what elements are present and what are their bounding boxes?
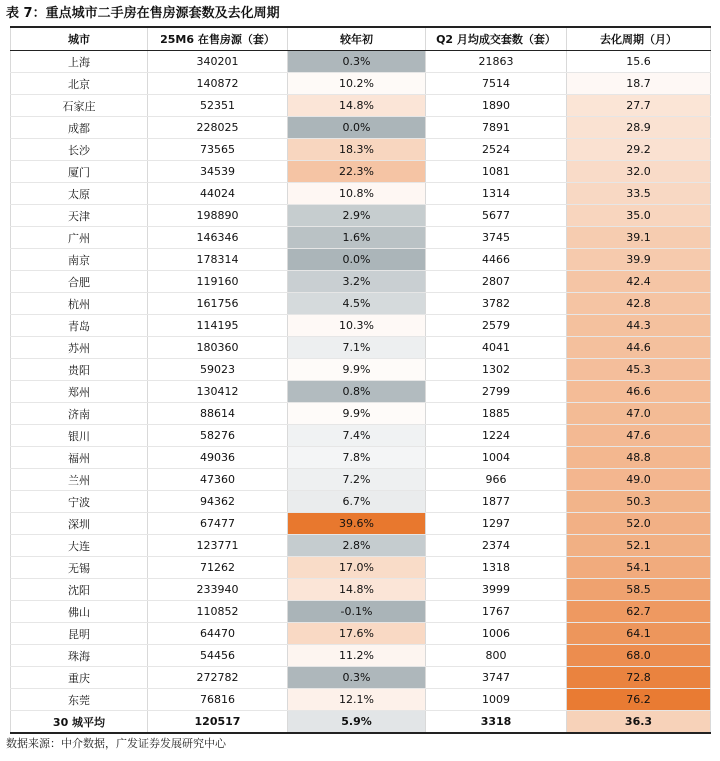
header-city: 城市 [11, 27, 148, 51]
cell-listings: 140872 [148, 73, 288, 95]
cell-city: 大连 [11, 535, 148, 557]
cell-listings: 110852 [148, 601, 288, 623]
table-row [11, 491, 711, 513]
table-row [11, 271, 711, 293]
cell-months: 52.1 [567, 535, 711, 557]
cell-months: 32.0 [567, 161, 711, 183]
cell-listings: 114195 [148, 315, 288, 337]
cell-listings: 340201 [148, 51, 288, 73]
cell-deals: 1009 [426, 689, 567, 711]
cell-deals: 2524 [426, 139, 567, 161]
table-row [11, 73, 711, 95]
cell-deals: 1877 [426, 491, 567, 513]
cell-listings: 119160 [148, 271, 288, 293]
cell-change: 0.3% [288, 51, 426, 73]
cell-change: 12.1% [288, 689, 426, 711]
cell-listings: 228025 [148, 117, 288, 139]
cell-listings: 47360 [148, 469, 288, 491]
table-row [11, 293, 711, 315]
cell-city: 成都 [11, 117, 148, 139]
cell-deals: 3745 [426, 227, 567, 249]
cell-listings: 120517 [148, 711, 288, 734]
cell-change: 2.8% [288, 535, 426, 557]
cell-months: 18.7 [567, 73, 711, 95]
cell-change: 5.9% [288, 711, 426, 734]
cell-change: 0.0% [288, 249, 426, 271]
cell-deals: 1302 [426, 359, 567, 381]
cell-listings: 64470 [148, 623, 288, 645]
cell-deals: 3318 [426, 711, 567, 734]
cell-city: 广州 [11, 227, 148, 249]
table-row [11, 337, 711, 359]
cell-change: 7.2% [288, 469, 426, 491]
cell-months: 42.4 [567, 271, 711, 293]
cell-deals: 2799 [426, 381, 567, 403]
cell-deals: 7891 [426, 117, 567, 139]
cell-city: 银川 [11, 425, 148, 447]
cell-months: 76.2 [567, 689, 711, 711]
cell-deals: 1081 [426, 161, 567, 183]
cell-deals: 1224 [426, 425, 567, 447]
cell-city: 北京 [11, 73, 148, 95]
cell-city: 兰州 [11, 469, 148, 491]
cell-listings: 146346 [148, 227, 288, 249]
cell-city: 天津 [11, 205, 148, 227]
cell-deals: 1297 [426, 513, 567, 535]
cell-months: 50.3 [567, 491, 711, 513]
cell-change: 14.8% [288, 579, 426, 601]
table-row [11, 183, 711, 205]
cell-change: 0.0% [288, 117, 426, 139]
cell-city: 南京 [11, 249, 148, 271]
cell-listings: 49036 [148, 447, 288, 469]
header-listings: 25M6 在售房源（套） [148, 27, 288, 51]
cell-city: 30 城平均 [11, 711, 148, 734]
table-row [11, 381, 711, 403]
cell-listings: 94362 [148, 491, 288, 513]
cell-change: 7.8% [288, 447, 426, 469]
table-row [11, 645, 711, 667]
cell-change: 17.6% [288, 623, 426, 645]
cell-months: 47.0 [567, 403, 711, 425]
cell-listings: 180360 [148, 337, 288, 359]
cell-city: 东莞 [11, 689, 148, 711]
cell-months: 42.8 [567, 293, 711, 315]
table-row [11, 95, 711, 117]
cell-city: 石家庄 [11, 95, 148, 117]
cell-change: 11.2% [288, 645, 426, 667]
table-row [11, 403, 711, 425]
cell-deals: 1767 [426, 601, 567, 623]
cell-change: -0.1% [288, 601, 426, 623]
cell-listings: 73565 [148, 139, 288, 161]
cell-city: 无锡 [11, 557, 148, 579]
cell-listings: 54456 [148, 645, 288, 667]
cell-change: 1.6% [288, 227, 426, 249]
cell-listings: 71262 [148, 557, 288, 579]
header-row [11, 27, 711, 51]
cell-listings: 130412 [148, 381, 288, 403]
cell-months: 28.9 [567, 117, 711, 139]
cell-months: 52.0 [567, 513, 711, 535]
cell-months: 15.6 [567, 51, 711, 73]
cell-months: 39.1 [567, 227, 711, 249]
table-row [11, 205, 711, 227]
cell-months: 44.6 [567, 337, 711, 359]
cell-change: 3.2% [288, 271, 426, 293]
table-row [11, 447, 711, 469]
cell-deals: 2374 [426, 535, 567, 557]
cell-city: 沈阳 [11, 579, 148, 601]
header-change: 较年初 [288, 27, 426, 51]
cell-deals: 3747 [426, 667, 567, 689]
table-row [11, 557, 711, 579]
cell-months: 64.1 [567, 623, 711, 645]
cell-months: 36.3 [567, 711, 711, 734]
cell-listings: 67477 [148, 513, 288, 535]
cell-city: 济南 [11, 403, 148, 425]
cell-city: 长沙 [11, 139, 148, 161]
cell-deals: 3999 [426, 579, 567, 601]
cell-months: 68.0 [567, 645, 711, 667]
table-row [11, 513, 711, 535]
cell-change: 22.3% [288, 161, 426, 183]
cell-deals: 1885 [426, 403, 567, 425]
cell-months: 49.0 [567, 469, 711, 491]
header-months: 去化周期（月） [567, 27, 711, 51]
cell-listings: 76816 [148, 689, 288, 711]
cell-change: 2.9% [288, 205, 426, 227]
table-row [11, 535, 711, 557]
cell-deals: 966 [426, 469, 567, 491]
table-row [11, 579, 711, 601]
cell-listings: 34539 [148, 161, 288, 183]
cell-listings: 178314 [148, 249, 288, 271]
table-row [11, 249, 711, 271]
cell-months: 47.6 [567, 425, 711, 447]
cell-city: 昆明 [11, 623, 148, 645]
cell-city: 太原 [11, 183, 148, 205]
cell-city: 郑州 [11, 381, 148, 403]
cell-listings: 88614 [148, 403, 288, 425]
table-row [11, 315, 711, 337]
cell-listings: 44024 [148, 183, 288, 205]
cell-deals: 1004 [426, 447, 567, 469]
cell-city: 重庆 [11, 667, 148, 689]
table-row [11, 51, 711, 73]
cell-deals: 3782 [426, 293, 567, 315]
cell-city: 宁波 [11, 491, 148, 513]
cell-deals: 7514 [426, 73, 567, 95]
cell-change: 4.5% [288, 293, 426, 315]
cell-change: 17.0% [288, 557, 426, 579]
cell-deals: 1318 [426, 557, 567, 579]
cell-listings: 198890 [148, 205, 288, 227]
table-row [11, 139, 711, 161]
cell-listings: 161756 [148, 293, 288, 315]
cell-deals: 4041 [426, 337, 567, 359]
cell-city: 贵阳 [11, 359, 148, 381]
cell-months: 33.5 [567, 183, 711, 205]
table-row [11, 689, 711, 711]
cell-change: 6.7% [288, 491, 426, 513]
cell-listings: 52351 [148, 95, 288, 117]
cell-deals: 1314 [426, 183, 567, 205]
cell-months: 29.2 [567, 139, 711, 161]
cell-change: 7.4% [288, 425, 426, 447]
cell-change: 39.6% [288, 513, 426, 535]
cell-listings: 59023 [148, 359, 288, 381]
cell-months: 62.7 [567, 601, 711, 623]
cell-deals: 2807 [426, 271, 567, 293]
cell-change: 7.1% [288, 337, 426, 359]
cell-deals: 5677 [426, 205, 567, 227]
table-row [11, 117, 711, 139]
table-row [11, 359, 711, 381]
cell-city: 上海 [11, 51, 148, 73]
cell-change: 14.8% [288, 95, 426, 117]
cell-city: 佛山 [11, 601, 148, 623]
table-row [11, 601, 711, 623]
cell-deals: 1006 [426, 623, 567, 645]
cell-deals: 21863 [426, 51, 567, 73]
cell-listings: 272782 [148, 667, 288, 689]
cell-months: 27.7 [567, 95, 711, 117]
header-deals: Q2 月均成交套数（套） [426, 27, 567, 51]
cell-deals: 800 [426, 645, 567, 667]
cell-change: 9.9% [288, 403, 426, 425]
cell-change: 10.8% [288, 183, 426, 205]
table-row [11, 623, 711, 645]
cell-deals: 2579 [426, 315, 567, 337]
table-row [11, 161, 711, 183]
source-note: 数据来源：中介数据，广发证券发展研究中心 [6, 737, 226, 750]
cell-change: 0.3% [288, 667, 426, 689]
cell-listings: 58276 [148, 425, 288, 447]
cell-months: 58.5 [567, 579, 711, 601]
average-row [11, 711, 711, 734]
cell-city: 青岛 [11, 315, 148, 337]
cell-city: 珠海 [11, 645, 148, 667]
cell-city: 厦门 [11, 161, 148, 183]
cell-months: 46.6 [567, 381, 711, 403]
cell-change: 18.3% [288, 139, 426, 161]
cell-change: 10.3% [288, 315, 426, 337]
cell-city: 合肥 [11, 271, 148, 293]
cell-listings: 233940 [148, 579, 288, 601]
cell-deals: 4466 [426, 249, 567, 271]
cell-change: 10.2% [288, 73, 426, 95]
cell-months: 72.8 [567, 667, 711, 689]
table-row [11, 227, 711, 249]
cell-city: 杭州 [11, 293, 148, 315]
table-title: 表 7：重点城市二手房在售房源套数及去化周期 [6, 6, 280, 21]
cell-months: 48.8 [567, 447, 711, 469]
table-row [11, 667, 711, 689]
cell-months: 44.3 [567, 315, 711, 337]
cell-listings: 123771 [148, 535, 288, 557]
cell-months: 39.9 [567, 249, 711, 271]
cell-city: 深圳 [11, 513, 148, 535]
cell-months: 54.1 [567, 557, 711, 579]
table-row [11, 425, 711, 447]
table-row [11, 469, 711, 491]
cell-change: 0.8% [288, 381, 426, 403]
data-table [10, 26, 711, 734]
cell-city: 苏州 [11, 337, 148, 359]
cell-deals: 1890 [426, 95, 567, 117]
cell-change: 9.9% [288, 359, 426, 381]
cell-months: 35.0 [567, 205, 711, 227]
cell-city: 福州 [11, 447, 148, 469]
cell-months: 45.3 [567, 359, 711, 381]
